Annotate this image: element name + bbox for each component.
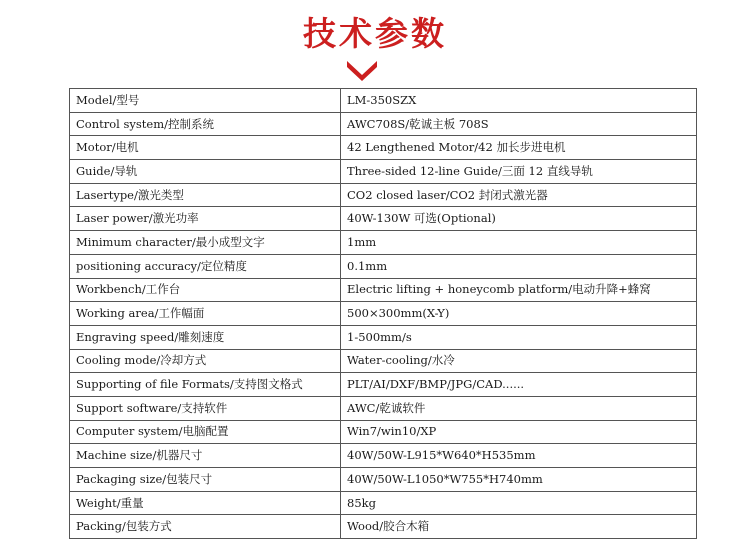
spec-value: Wood/胶合木箱 (341, 515, 697, 539)
table-row (70, 515, 697, 539)
table-row (70, 136, 697, 160)
table-row (70, 207, 697, 231)
spec-value: Water-cooling/水冷 (341, 349, 697, 373)
spec-label: Machine size/机器尺寸 (70, 444, 341, 468)
spec-value: PLT/AI/DXF/BMP/JPG/CAD...... (341, 373, 697, 397)
spec-value: 500×300mm(X-Y) (341, 302, 697, 326)
table-row (70, 183, 697, 207)
spec-value: AWC708S/乾诚主板 708S (341, 112, 697, 136)
table-row (70, 373, 697, 397)
spec-label: positioning accuracy/定位精度 (70, 254, 341, 278)
spec-value: Three-sided 12-line Guide/三面 12 直线导轨 (341, 160, 697, 184)
spec-label: Cooling mode/冷却方式 (70, 349, 341, 373)
table-row (70, 112, 697, 136)
spec-value: LM-350SZX (341, 89, 697, 113)
spec-label: Engraving speed/雕刻速度 (70, 325, 341, 349)
spec-label: Support software/支持软件 (70, 396, 341, 420)
table-row (70, 491, 697, 515)
table-row (70, 420, 697, 444)
chevron-down-icon (346, 60, 378, 82)
spec-value: 40W-130W 可选(Optional) (341, 207, 697, 231)
spec-value: 85kg (341, 491, 697, 515)
spec-label: Model/型号 (70, 89, 341, 113)
spec-label: Computer system/电脑配置 (70, 420, 341, 444)
spec-label: Packing/包装方式 (70, 515, 341, 539)
spec-value: CO2 closed laser/CO2 封闭式激光器 (341, 183, 697, 207)
spec-value: 0.1mm (341, 254, 697, 278)
spec-label: Laser power/激光功率 (70, 207, 341, 231)
spec-label: Weight/重量 (70, 491, 341, 515)
page-title: 技术参数 (303, 14, 447, 53)
spec-value: 1mm (341, 231, 697, 255)
table-row (70, 349, 697, 373)
spec-label: Supporting of file Formats/支持图文格式 (70, 373, 341, 397)
table-row (70, 444, 697, 468)
table-row (70, 396, 697, 420)
spec-label: Motor/电机 (70, 136, 341, 160)
spec-label: Working area/工作幅面 (70, 302, 341, 326)
spec-value: 42 Lengthened Motor/42 加长步进电机 (341, 136, 697, 160)
spec-label: Guide/导轨 (70, 160, 341, 184)
spec-label: Packaging size/包装尺寸 (70, 468, 341, 492)
spec-label: Workbench/工作台 (70, 278, 341, 302)
spec-value: Win7/win10/XP (341, 420, 697, 444)
spec-label: Control system/控制系统 (70, 112, 341, 136)
table-row (70, 278, 697, 302)
spec-label: Minimum character/最小成型文字 (70, 231, 341, 255)
table-row (70, 302, 697, 326)
table-row (70, 254, 697, 278)
spec-label: Lasertype/激光类型 (70, 183, 341, 207)
table-row (70, 468, 697, 492)
table-row (70, 89, 697, 113)
spec-value: 40W/50W-L1050*W755*H740mm (341, 468, 697, 492)
specs-table (69, 88, 697, 539)
spec-value: Electric lifting + honeycomb platform/电动升降+蜂窝 (341, 278, 697, 302)
table-row (70, 160, 697, 184)
spec-value: AWC/乾诚软件 (341, 396, 697, 420)
spec-value: 1-500mm/s (341, 325, 697, 349)
spec-value: 40W/50W-L915*W640*H535mm (341, 444, 697, 468)
table-row (70, 325, 697, 349)
table-row (70, 231, 697, 255)
